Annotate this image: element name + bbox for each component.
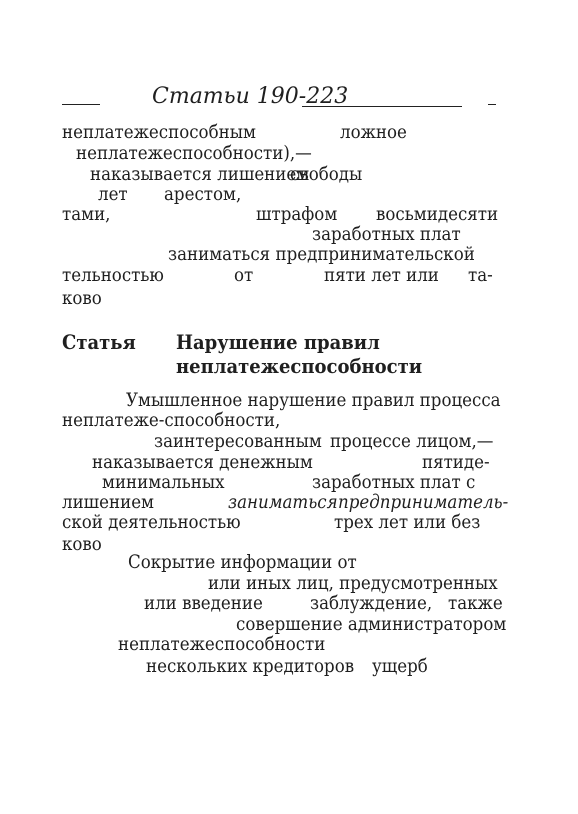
text-fragment: арестом, [164, 184, 242, 205]
text-fragment: минимальных [102, 472, 225, 493]
text-fragment: от [234, 265, 254, 286]
text-fragment: пяти лет или [324, 265, 439, 286]
text-fragment: процессе лицом,— [330, 431, 494, 452]
text-fragment: или введение [144, 593, 263, 614]
text-fragment: лет [98, 184, 128, 205]
text-fragment: ложное [340, 122, 407, 143]
header-end-mark [488, 104, 496, 105]
article-title-line-2: неплатежеспособности [176, 354, 423, 378]
text-fragment: тельностью [62, 265, 164, 286]
text-fragment: ково [62, 288, 102, 309]
header-left-rule [62, 104, 100, 105]
text-fragment: восьмидесяти [376, 204, 499, 225]
text-fragment: неплатежеспособности [118, 634, 326, 655]
text-fragment: неплатежеспособности),— [76, 143, 312, 164]
running-header-title: Статьи 190-223 [152, 84, 349, 109]
text-fragment: заниматься предпринимательской [168, 244, 475, 265]
text-fragment: наказывается лишением [90, 164, 310, 185]
text-fragment: наказывается денежным [92, 452, 313, 473]
text-fragment: заниматься [228, 492, 338, 513]
text-fragment: нескольких кредиторов [146, 656, 355, 677]
article-label: Статья [62, 330, 136, 354]
text-fragment: штрафом [256, 204, 338, 225]
text-fragment: та- [468, 265, 493, 286]
text-fragment: заинтересованным [154, 431, 322, 452]
text-fragment: заблуждение, [310, 593, 433, 614]
article-title-line-1: Нарушение правил [176, 330, 380, 354]
text-fragment: совершение администратором [236, 614, 507, 635]
text-fragment: Сокрытие информации от [128, 552, 357, 573]
text-fragment: предприниматель- [338, 492, 509, 513]
text-fragment: ской деятельностью [62, 512, 241, 533]
text-fragment: лишением [62, 492, 155, 513]
text-fragment: или иных лиц, предусмотренных [208, 573, 498, 594]
text-fragment: трех лет или без [334, 512, 481, 533]
text-fragment: ущерб [372, 656, 428, 677]
text-fragment: ково [62, 534, 102, 555]
text-fragment: пятиде- [422, 452, 490, 473]
header-right-rule [302, 106, 462, 107]
text-fragment: заработных плат [312, 224, 461, 245]
text-fragment: неплатежеспособным [62, 122, 256, 143]
text-fragment: тами, [62, 204, 111, 225]
text-fragment: свободы [290, 164, 363, 185]
text-fragment: неплатеже-способности, [62, 410, 281, 431]
text-fragment: Умышленное нарушение правил процесса [126, 390, 501, 411]
text-fragment: также [448, 593, 503, 614]
text-fragment: заработных плат с [312, 472, 476, 493]
